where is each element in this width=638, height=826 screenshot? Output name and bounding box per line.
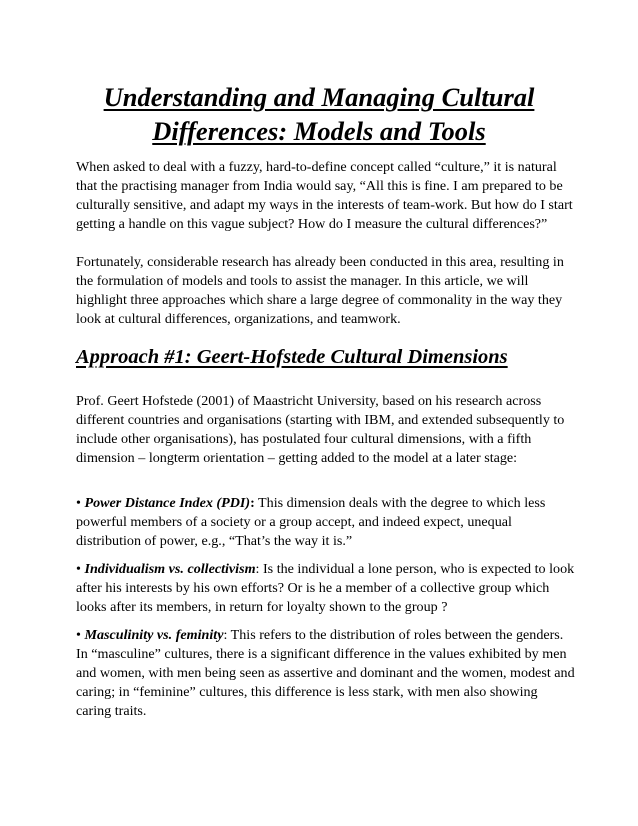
bullet-power-distance — [76, 494, 576, 551]
approach-1-heading: Approach #1: Geert-Hofstede Cultural Dimensions — [76, 346, 508, 368]
power-distance-colon: : — [250, 495, 255, 511]
intro-paragraph-2: Fortunately, considerable research has already been conducted in this area, resulting in the formulation of models and tools to assist the manager. In this article, we will highlight three approaches which share a large degree of commonality in the way they look at cultural differences, organizations, and teamwork. — [76, 254, 564, 327]
individualism-colon: : — [255, 561, 260, 577]
document-title — [60, 80, 578, 148]
intro-paragraph-1: When asked to deal with a fuzzy, hard-to-define concept called “culture,” it is natural that the practising manager from India would say, “All this is fine. I am prepared to be culturally sensitive, and adapt my ways in the interests of team-work. But how do I start getting a handle on this vague subject? How do I measure the cultural differences?” — [76, 159, 573, 232]
individualism-term: Individualism vs. collectivism — [84, 561, 256, 577]
title-line-2: Differences: Models and Tools — [152, 116, 486, 146]
bullet-mark: • — [76, 561, 81, 577]
bullet-individualism — [76, 560, 576, 617]
bullet-masculinity — [76, 626, 576, 721]
masculinity-colon: : — [223, 627, 228, 643]
title-line-1: Understanding and Managing Cultural — [103, 82, 535, 112]
masculinity-text: This refers to the distribution of roles between the genders. In “masculine” cultures, there is a significant difference in the values exhibited by men and women, with men being seen as assertive and dominant and the women, modest and caring; in “feminine” cultures, this difference is less stark, with men also showing caring traits. — [76, 627, 575, 719]
individualism-text: Is the individual a lone person, who is expected to look after his interests by his own efforts? Or is he a member of a collective group which looks after its members, in return for loyalty shown to the group ? — [76, 561, 575, 615]
power-distance-term: Power Distance Index (PDI) — [84, 495, 251, 511]
masculinity-term: Masculinity vs. feminity — [84, 627, 224, 643]
approach-1-paragraph: Prof. Geert Hofstede (2001) of Maastricht University, based on his research across different countries and organisations (starting with IBM, and extended subsequently to include other organisations), has postulated four cultural dimensions, with a fifth dimension – longterm orientation – getting added to the model at a later stage: — [76, 393, 565, 466]
bullet-mark: • — [76, 627, 81, 643]
bullet-mark: • — [76, 495, 81, 511]
power-distance-text: This dimension deals with the degree to which less powerful members of a society or a group accept, and indeed expect, unequal distribution of power, e.g., “That’s the way it is.” — [76, 495, 546, 549]
